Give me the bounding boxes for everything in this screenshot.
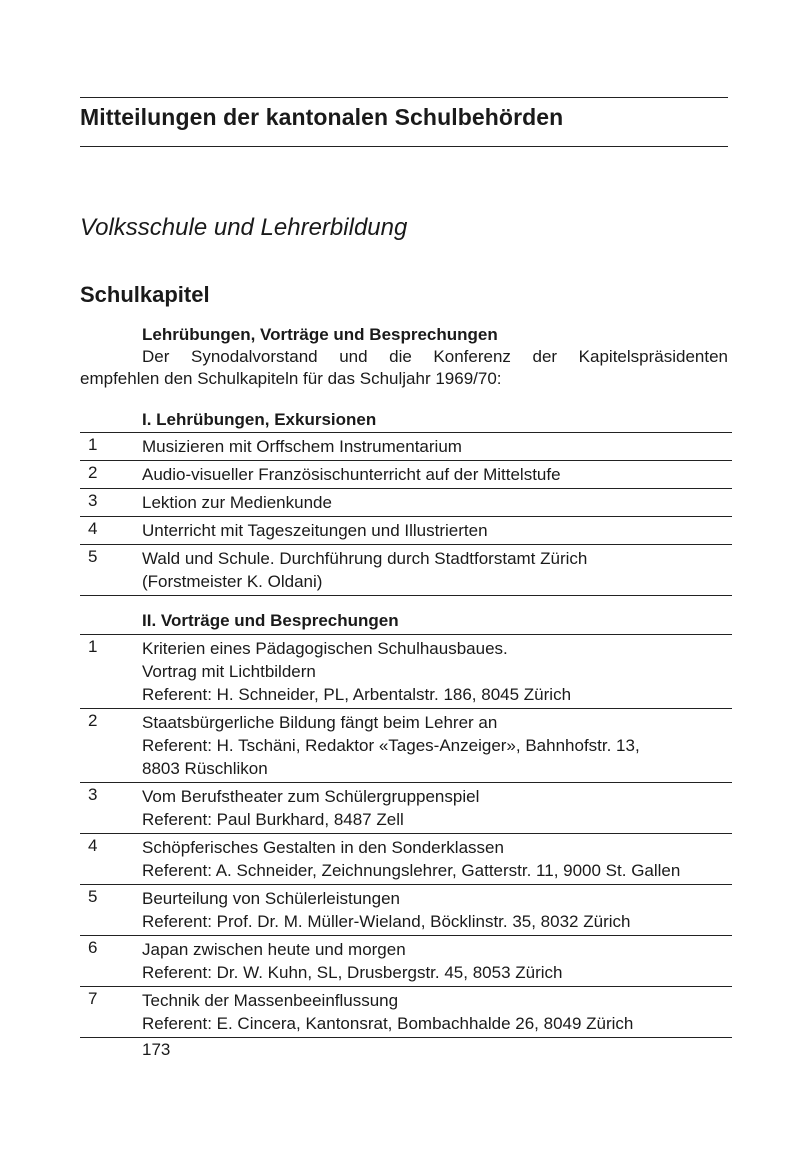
item-line: Audio-visueller Französischunterricht auf der Mittelstufe: [142, 465, 561, 484]
item-line: Referent: H. Tschäni, Redaktor «Tages-Anzeiger», Bahnhofstr. 13,: [142, 736, 640, 755]
item-line: (Forstmeister K. Oldani): [142, 572, 323, 591]
group1-title: I. Lehrübungen, Exkursionen: [142, 410, 377, 429]
item-number: 3: [80, 489, 142, 517]
masthead-bottom-rule: [80, 146, 728, 147]
item-line: Japan zwischen heute und morgen: [142, 940, 406, 959]
item-line: Referent: Paul Burkhard, 8487 Zell: [142, 810, 404, 829]
item-line: Vom Berufstheater zum Schülergruppenspiel: [142, 787, 480, 806]
item-line: Unterricht mit Tageszeitungen und Illustrierten: [142, 521, 488, 540]
section-title: Volksschule und Lehrerbildung: [80, 214, 408, 241]
item-number: 6: [80, 936, 142, 987]
item-number: 7: [80, 987, 142, 1038]
item-text: [142, 433, 732, 461]
list-item: [80, 885, 732, 936]
lead-heading: Lehrübungen, Vorträge und Besprechungen: [142, 325, 498, 344]
item-line: Staatsbürgerliche Bildung fängt beim Lehrer an: [142, 713, 498, 732]
item-number: 3: [80, 783, 142, 834]
item-line: Lektion zur Medienkunde: [142, 493, 332, 512]
item-text: [142, 545, 732, 596]
list-item: [80, 936, 732, 987]
list-item: [80, 834, 732, 885]
group2-list: [80, 635, 732, 1038]
item-line: Technik der Massenbeeinflussung: [142, 991, 399, 1010]
list-item: [80, 987, 732, 1038]
item-text: [142, 461, 732, 489]
item-text: [142, 489, 732, 517]
item-number: 5: [80, 885, 142, 936]
item-number: 4: [80, 517, 142, 545]
list-item: [80, 709, 732, 783]
item-number: 2: [80, 709, 142, 783]
item-line: Referent: A. Schneider, Zeichnungslehrer, Gatterstr. 11, 9000 St. Gallen: [142, 861, 681, 880]
item-text: [142, 517, 732, 545]
item-text: [142, 987, 732, 1038]
masthead-title: Mitteilungen der kantonalen Schulbehörden: [80, 104, 564, 130]
item-number: 4: [80, 834, 142, 885]
group1-list: [80, 433, 732, 596]
intro-line-1: Der Synodalvorstand und die Konferenz der Kapitelspräsidenten: [142, 347, 728, 366]
list-item: [80, 517, 732, 545]
item-number: 5: [80, 545, 142, 596]
subsection-title: Schulkapitel: [80, 282, 210, 307]
group2-title: II. Vorträge und Besprechungen: [142, 611, 399, 630]
item-text: [142, 885, 732, 936]
list-item: [80, 545, 732, 596]
item-line: Referent: E. Cincera, Kantonsrat, Bombachhalde 26, 8049 Zürich: [142, 1014, 634, 1033]
list-item: [80, 783, 732, 834]
item-text: [142, 834, 732, 885]
item-line: Referent: Prof. Dr. M. Müller-Wieland, Böcklinstr. 35, 8032 Zürich: [142, 912, 631, 931]
item-text: [142, 936, 732, 987]
item-line: Musizieren mit Orffschem Instrumentarium: [142, 437, 462, 456]
item-line: Vortrag mit Lichtbildern: [142, 662, 316, 681]
intro-line-2: empfehlen den Schulkapiteln für das Schuljahr 1969/70:: [80, 369, 502, 388]
intro-paragraph: [80, 346, 728, 390]
list-item: [80, 433, 732, 461]
item-line: Schöpferisches Gestalten in den Sonderklassen: [142, 838, 504, 857]
item-line: Kriterien eines Pädagogischen Schulhausbaues.: [142, 639, 508, 658]
item-text: [142, 709, 732, 783]
item-text: [142, 783, 732, 834]
item-line: Referent: H. Schneider, PL, Arbentalstr. 186, 8045 Zürich: [142, 685, 572, 704]
item-text: [142, 635, 732, 709]
masthead-top-rule: [80, 97, 728, 98]
item-number: 1: [80, 433, 142, 461]
item-number: 2: [80, 461, 142, 489]
item-line: Beurteilung von Schülerleistungen: [142, 889, 401, 908]
list-item: [80, 461, 732, 489]
list-item: [80, 489, 732, 517]
page-number: 173: [142, 1040, 171, 1059]
item-line: Referent: Dr. W. Kuhn, SL, Drusbergstr. 45, 8053 Zürich: [142, 963, 563, 982]
item-line: Wald und Schule. Durchführung durch Stadtforstamt Zürich: [142, 549, 588, 568]
list-item: [80, 635, 732, 709]
item-number: 1: [80, 635, 142, 709]
item-line: 8803 Rüschlikon: [142, 759, 268, 778]
